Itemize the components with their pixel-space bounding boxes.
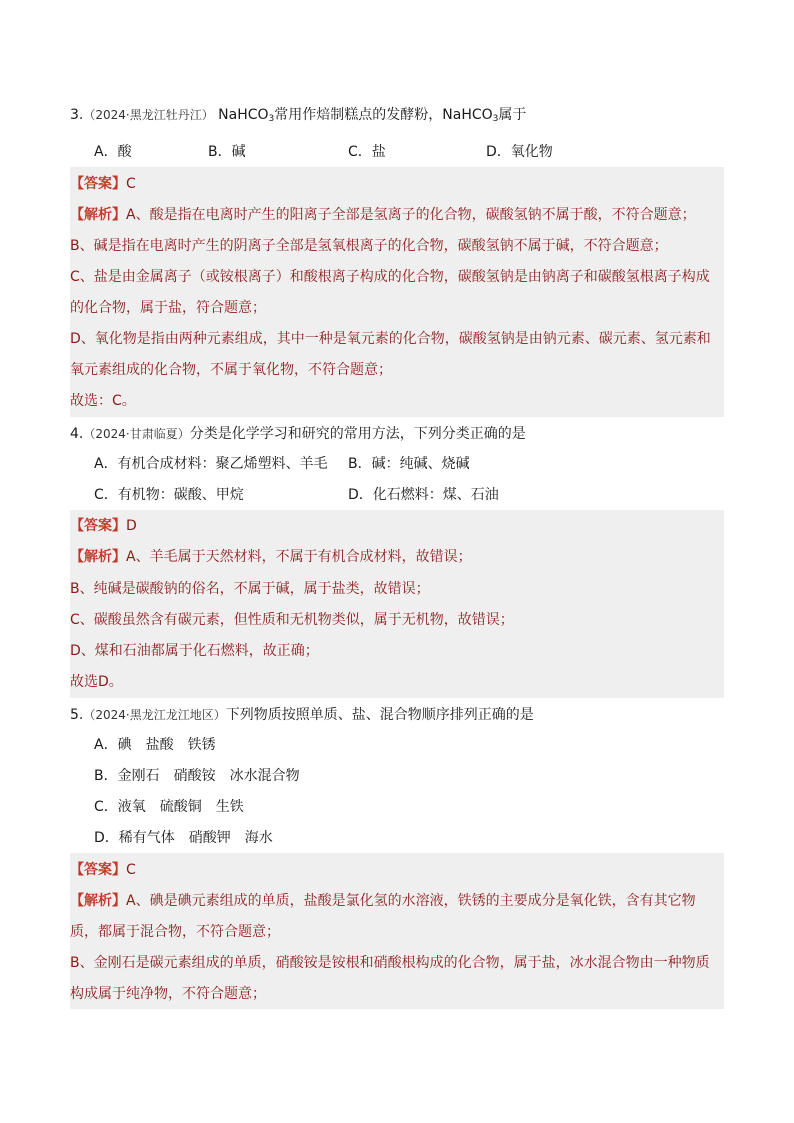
q4-stem-text: 分类是化学学习和研究的常用方法，下列分类正确的是 <box>189 426 526 442</box>
q3-option-b: B．碱 <box>208 144 246 160</box>
q5-answer <box>70 860 724 880</box>
q3-explanation-line-6: 氧元素组成的化合物，不属于氧化物，不符合题意； <box>70 362 392 378</box>
q3-explanation-label: 【解析】 <box>70 207 126 223</box>
q4-explanation-text-1: A、羊毛属于天然材料，不属于有机合成材料，故错误； <box>126 549 472 565</box>
q5-explanation-line-3: B、金刚石是碳元素组成的单质，硝酸铵是铵根和硝酸根构成的化合物，属于盐，冰水混合物由一种物质 <box>70 955 710 971</box>
q3-stem-c: 属于 <box>498 107 527 123</box>
q3-stem <box>70 105 724 129</box>
q4-option-d: D．化石燃料：煤、石油 <box>348 487 499 503</box>
q5-stem <box>70 705 724 725</box>
q4-explanation-line-5: 故选D。 <box>70 674 123 690</box>
q3-explanation-line-4: 的化合物，属于盐，符合题意； <box>70 300 266 316</box>
q5-explanation-line-2: 质，都属于混合物，不符合题意； <box>70 924 280 940</box>
q5-answer-label: 【答案】 <box>70 862 126 878</box>
q5-number: 5. <box>70 707 84 723</box>
q5-option-d: D．稀有气体 硝酸钾 海水 <box>94 830 273 846</box>
q4-answer-label: 【答案】 <box>70 518 126 534</box>
q5-explanation-line-1 <box>70 891 724 911</box>
q3-explanation-line-3: C、盐是由金属离子（或铵根离子）和酸根离子构成的化合物，碳酸氢钠是由钠离子和碳酸氢根离子构成 <box>70 269 710 285</box>
q3-answer-value: C <box>126 176 136 192</box>
q4-number: 4. <box>70 426 84 442</box>
q3-answer-label: 【答案】 <box>70 176 126 192</box>
q3-stem-a: NaHCO <box>218 107 269 123</box>
q5-option-b: B．金刚石 硝酸铵 冰水混合物 <box>94 768 300 784</box>
q3-sub-b: 3 <box>492 114 499 124</box>
q3-sub-a: 3 <box>268 114 275 124</box>
q3-stem-b: 常用作焙制糕点的发酵粉，NaHCO <box>274 107 493 123</box>
q4-explanation-line-3: C、碳酸虽然含有碳元素，但性质和无机物类似，属于无机物，故错误； <box>70 612 514 628</box>
q3-number: 3. <box>70 107 84 123</box>
q5-explanation-line-4: 构成属于纯净物，不符合题意； <box>70 986 266 1002</box>
q5-option-a: A．碘 盐酸 铁锈 <box>94 737 216 753</box>
q5-stem-text: 下列物质按照单质、盐、混合物顺序排列正确的是 <box>225 707 534 723</box>
q3-explanation-line-7: 故选：C。 <box>70 393 136 409</box>
q4-explanation-line-2: B、纯碱是碳酸钠的俗名，不属于碱，属于盐类，故错误； <box>70 581 430 597</box>
q3-explanation-line-5: D、氧化物是指由两种元素组成，其中一种是氧元素的化合物，碳酸氢钠是由钠元素、碳元素、氢元素和 <box>70 331 711 347</box>
q4-answer <box>70 516 724 536</box>
q5-explanation-label: 【解析】 <box>70 893 126 909</box>
q5-option-c: C．液氧 硫酸铜 生铁 <box>94 799 244 815</box>
q5-explanation-text-1: A、碘是碘元素组成的单质，盐酸是氯化氢的水溶液，铁锈的主要成分是氧化铁，含有其它物 <box>126 893 696 909</box>
q3-source: （2024·黑龙江牡丹江） <box>83 108 214 122</box>
q3-answer <box>70 174 724 194</box>
q4-option-b: B．碱：纯碱、烧碱 <box>348 456 470 472</box>
q3-explanation-text-1: A、酸是指在电离时产生的阳离子全部是氢离子的化合物，碳酸氢钠不属于酸，不符合题意； <box>126 207 696 223</box>
q3-explanation-line-1 <box>70 205 724 225</box>
q4-answer-block <box>70 510 724 698</box>
q3-option-c: C．盐 <box>348 144 386 160</box>
q4-explanation-label: 【解析】 <box>70 549 126 565</box>
q4-source: （2024·甘肃临夏） <box>83 427 190 441</box>
q4-option-c: C．有机物：碳酸、甲烷 <box>94 487 244 503</box>
q5-answer-value: C <box>126 862 136 878</box>
q3-explanation-line-2: B、碱是指在电离时产生的阴离子全部是氢氧根离子的化合物，碳酸氢钠不属于碱，不符合题意； <box>70 238 668 254</box>
q4-explanation-line-1 <box>70 547 724 567</box>
q3-option-a: A．酸 <box>94 144 132 160</box>
q3-option-d: D．氧化物 <box>486 144 553 160</box>
q4-answer-value: D <box>126 518 137 534</box>
q4-option-a: A．有机合成材料：聚乙烯塑料、羊毛 <box>94 456 328 472</box>
q4-explanation-line-4: D、煤和石油都属于化石燃料，故正确； <box>70 643 319 659</box>
q5-source: （2024·黑龙江龙江地区） <box>83 708 226 722</box>
q4-stem <box>70 424 724 444</box>
